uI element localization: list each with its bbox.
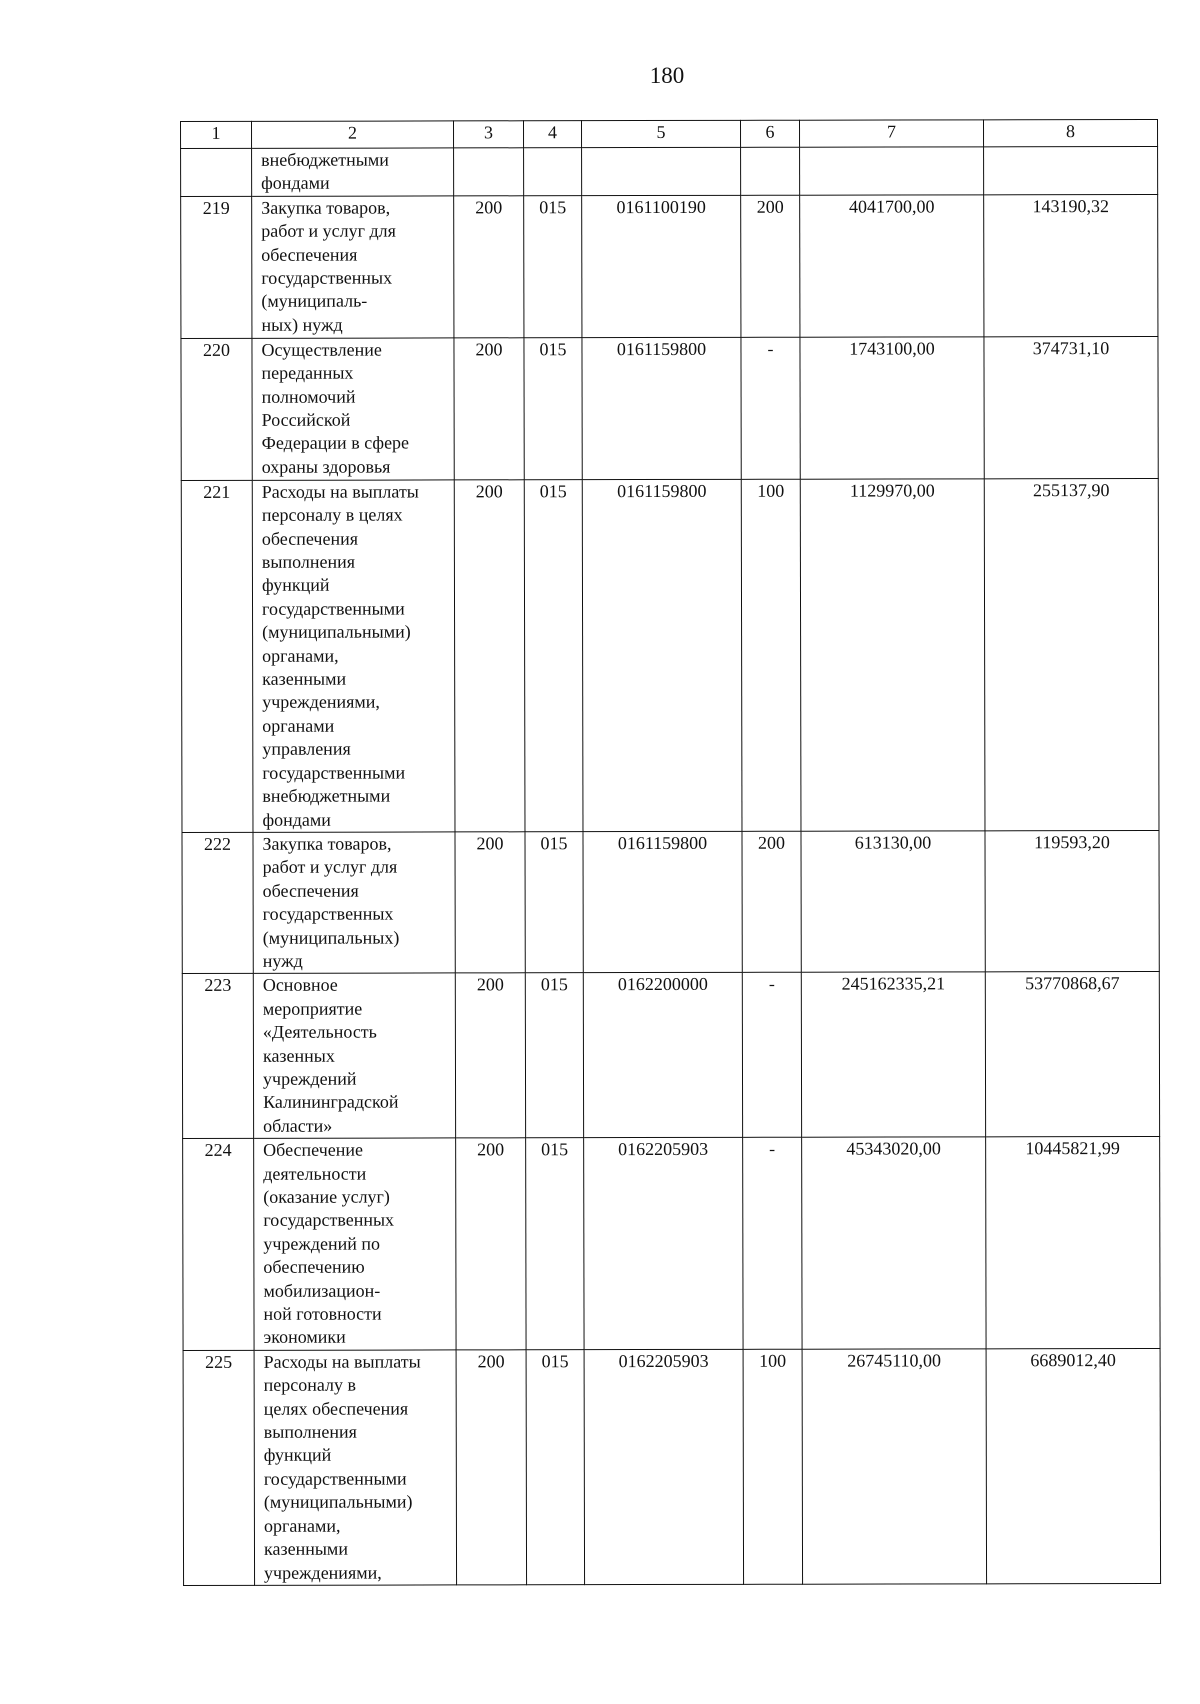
code-col3-cell: 200 [454,196,524,338]
code-col6-cell: - [742,973,801,1138]
header-col-6: 6 [740,120,799,147]
code-col6-cell: - [743,1137,802,1349]
header-col-8: 8 [983,119,1157,146]
table-row [181,194,1158,338]
code-col5-cell: 0161159800 [582,479,742,831]
row-number-cell [181,148,252,196]
code-col4-cell [524,148,582,196]
code-col4-cell: 015 [525,973,583,1138]
table-row [181,478,1159,832]
table-row [182,972,1159,1139]
code-col4-cell: 015 [524,479,583,831]
amount-col8-cell: 255137,90 [984,478,1159,830]
code-col4-cell: 015 [524,195,582,337]
page-number: 180 [649,63,685,88]
code-col4-cell: 015 [525,832,583,974]
amount-col7-cell: 4041700,00 [800,195,984,337]
description-cell: Закупка товаров, работ и услуг для обеспечения государственных (муниципальных) нужд [253,832,455,974]
row-number-cell: 222 [182,832,253,974]
code-col5-cell [582,147,741,195]
amount-col8-cell: 143190,32 [984,194,1158,336]
amount-col7-cell: 26745110,00 [802,1349,986,1584]
code-col5-cell: 0162205903 [584,1138,743,1350]
amount-col8-cell: 6689012,40 [986,1348,1160,1583]
code-col4-cell: 015 [526,1350,584,1585]
row-number-cell: 224 [183,1139,254,1351]
amount-col8-cell [984,146,1158,194]
code-col3-cell: 200 [454,480,525,832]
code-col3-cell: 200 [454,338,524,480]
description-cell: Расходы на выплаты персоналу в целях обеспечения выполнения функций государственными (муниципальными) органами, казенными учреждениями, органами управления государственными внебюджетными фондами [252,480,455,833]
code-col3-cell: 200 [456,1350,526,1585]
code-col5-cell: 0161159800 [583,831,742,973]
header-col-7: 7 [799,120,983,147]
table-row [183,1348,1160,1585]
amount-col7-cell: 45343020,00 [802,1137,986,1349]
table-row [182,830,1159,973]
header-col-1: 1 [181,121,252,148]
amount-col8-cell: 374731,10 [984,336,1158,478]
code-col4-cell: 015 [526,1138,584,1350]
table-row [181,336,1158,480]
code-col6-cell: 200 [741,195,800,337]
row-number-cell: 223 [182,974,253,1139]
row-number-cell: 219 [181,196,252,338]
code-col3-cell: 200 [455,973,525,1138]
code-col3-cell [454,148,524,196]
code-col5-cell: 0162205903 [584,1349,743,1584]
amount-col7-cell: 613130,00 [801,831,985,973]
description-cell: Осуществление переданных полномочий Российской Федерации в сфере охраны здоровья [252,338,454,480]
row-number-cell: 225 [183,1350,254,1585]
code-col5-cell: 0161100190 [582,195,741,337]
code-col6-cell [741,147,800,195]
amount-col7-cell: 1129970,00 [800,479,985,831]
code-col3-cell: 200 [456,1138,526,1350]
amount-col8-cell: 10445821,99 [986,1137,1160,1349]
row-number-cell: 221 [181,480,253,832]
amount-col7-cell: 245162335,21 [801,972,985,1137]
code-col3-cell: 200 [455,832,525,974]
description-cell: Основное мероприятие «Деятельность казенных учреждений Калининградской области» [253,973,455,1138]
code-col6-cell: - [741,337,800,479]
description-cell: Закупка товаров, работ и услуг для обеспечения государственных (муниципаль- ных) нужд [252,196,454,338]
amount-col7-cell [800,147,984,195]
amount-col8-cell: 119593,20 [985,830,1159,972]
code-col6-cell: 100 [743,1349,802,1584]
description-cell: Расходы на выплаты персоналу в целях обеспечения выполнения функций государственными (муниципальными) органами, казенными учреждениями, [254,1350,456,1585]
description-cell: внебюджетными фондами [252,148,454,196]
description-cell: Обеспечение деятельности (оказание услуг) государственных учреждений по обеспечению мобилизацион- ной готовности экономики [254,1138,456,1350]
code-col6-cell: 200 [742,831,801,973]
header-row [181,119,1158,148]
code-col5-cell: 0161159800 [582,337,741,479]
code-col6-cell: 100 [741,479,801,831]
budget-table [180,119,1161,1586]
amount-col8-cell: 53770868,67 [985,972,1159,1137]
code-col5-cell: 0162200000 [583,973,742,1138]
header-col-5: 5 [582,120,741,147]
header-col-2: 2 [252,121,454,148]
header-col-3: 3 [454,121,524,148]
row-number-cell: 220 [181,338,252,480]
header-col-4: 4 [524,121,582,148]
table-row [181,146,1158,196]
amount-col7-cell: 1743100,00 [800,337,984,479]
code-col4-cell: 015 [524,337,582,479]
table-row [183,1137,1160,1351]
